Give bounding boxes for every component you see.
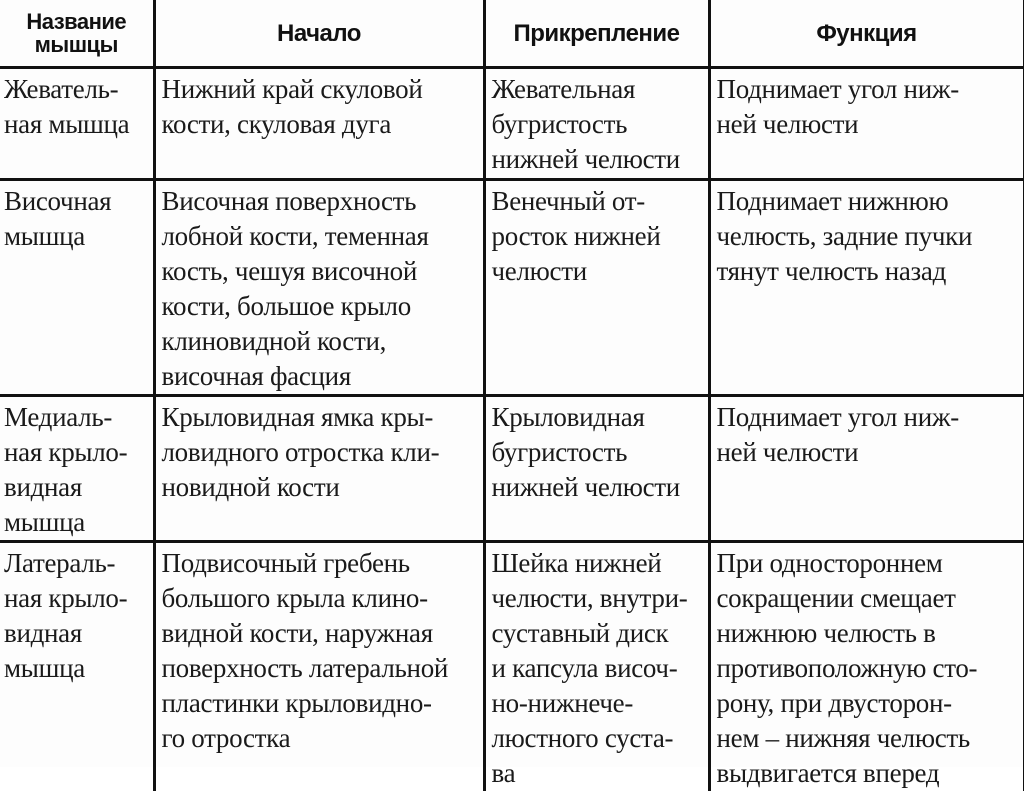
table-row (0, 396, 1024, 542)
cell-muscle-name: Височная мышца (0, 180, 154, 396)
header-function: Функция (709, 0, 1024, 68)
table-row (0, 180, 1024, 396)
table-row (0, 542, 1024, 791)
header-origin: Начало (154, 0, 484, 68)
cell-muscle-name: Латераль- ная крыло- видная мышца (0, 542, 154, 791)
cell-muscle-name: Жеватель- ная мышца (0, 68, 154, 180)
cell-origin: Крыловидная ямка кры- ловидного отростка кли- новидной кости (154, 396, 484, 542)
cell-insertion: Венечный от- росток нижней челюсти (484, 180, 709, 396)
header-muscle-name: Название мышцы (0, 0, 154, 68)
cell-insertion: Жевательная бугристость нижней челюсти (484, 68, 709, 180)
cell-function: Поднимает угол ниж- ней челюсти (709, 396, 1024, 542)
table-row (0, 68, 1024, 180)
cell-insertion: Шейка нижней челюсти, внутри- суставный диск и капсула височ- но-нижнече- люстного суста- ва (484, 542, 709, 791)
cell-origin: Подвисочный гребень большого крыла клино- видной кости, наружная поверхность латеральной пластинки крыловидно- го отростка (154, 542, 484, 791)
cell-function: Поднимает угол ниж- ней челюсти (709, 68, 1024, 180)
table-header-row (0, 0, 1024, 68)
cell-function: Поднимает нижнюю челюсть, задние пучки тянут челюсть назад (709, 180, 1024, 396)
cell-insertion: Крыловидная бугристость нижней челюсти (484, 396, 709, 542)
cell-origin: Нижний край скуловой кости, скуловая дуга (154, 68, 484, 180)
cell-origin: Височная поверхность лобной кости, теменная кость, чешуя височной кости, большое крыло клиновидной кости, височная фасция (154, 180, 484, 396)
header-insertion: Прикрепление (484, 0, 709, 68)
cell-function: При одностороннем сокращении смещает нижнюю челюсть в противоположную сто- рону, при двусторон- нем – нижняя челюсть выдвигается вперед (709, 542, 1024, 791)
cell-muscle-name: Медиаль- ная крыло- видная мышца (0, 396, 154, 542)
